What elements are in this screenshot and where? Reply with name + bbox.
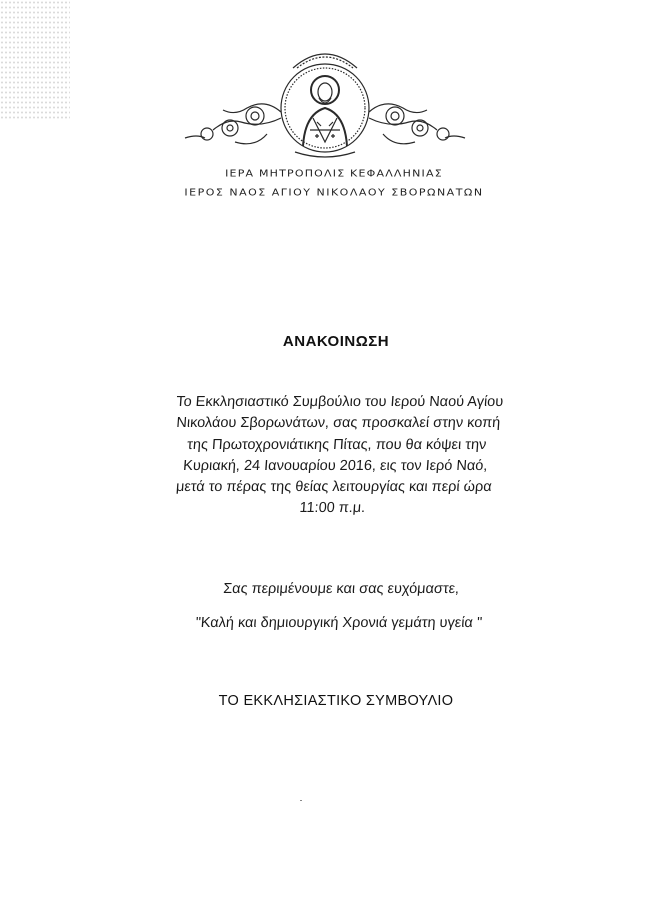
closing-line: Σας περιμένουμε και σας ευχόμαστε, — [222, 581, 460, 597]
body-line: μετά το πέρας της θείας λειτουργίας και περί ώρα — [175, 479, 493, 496]
announcement-title: ΑΝΑΚΟΙΝΩΣΗ — [282, 333, 390, 350]
closing-greeting — [98, 572, 583, 640]
announcement-body — [92, 392, 581, 520]
scan-speck — [300, 800, 302, 801]
body-line: 11:00 π.μ. — [298, 500, 366, 517]
header-church: ΙΕΡΟΣ ΝΑΟΣ ΑΓΙΟΥ ΝΙΚΟΛΑΟΥ ΣΒΟΡΩΝΑΤΩΝ — [184, 186, 484, 199]
body-line: της Πρωτοχρονιάτικης Πίτας, που θα κόψει την — [186, 436, 487, 453]
church-emblem — [175, 38, 475, 170]
body-line: Κυριακή, 24 Ιανουαρίου 2016, εις τον Ιερό Ναό, — [182, 457, 488, 474]
signature: ΤΟ ΕΚΚΛΗΣΙΑΣΤΙΚΟ ΣΥΜΒΟΥΛΙΟ — [218, 693, 454, 709]
scan-noise — [0, 0, 70, 120]
header-metropolis: ΙΕΡΑ ΜΗΤΡΟΠΟΛΙΣ ΚΕΦΑΛΛΗΝΙΑΣ — [225, 167, 443, 180]
body-line: Το Εκκλησιαστικό Συμβούλιο του Ιερού Ναού Αγίου — [175, 394, 504, 410]
closing-line: "Καλή και δημιουργική Χρονιά γεμάτη υγεία " — [195, 615, 483, 631]
body-line: Νικολάου Σβορωνάτων, σας προσκαλεί στην κοπή — [175, 415, 501, 432]
